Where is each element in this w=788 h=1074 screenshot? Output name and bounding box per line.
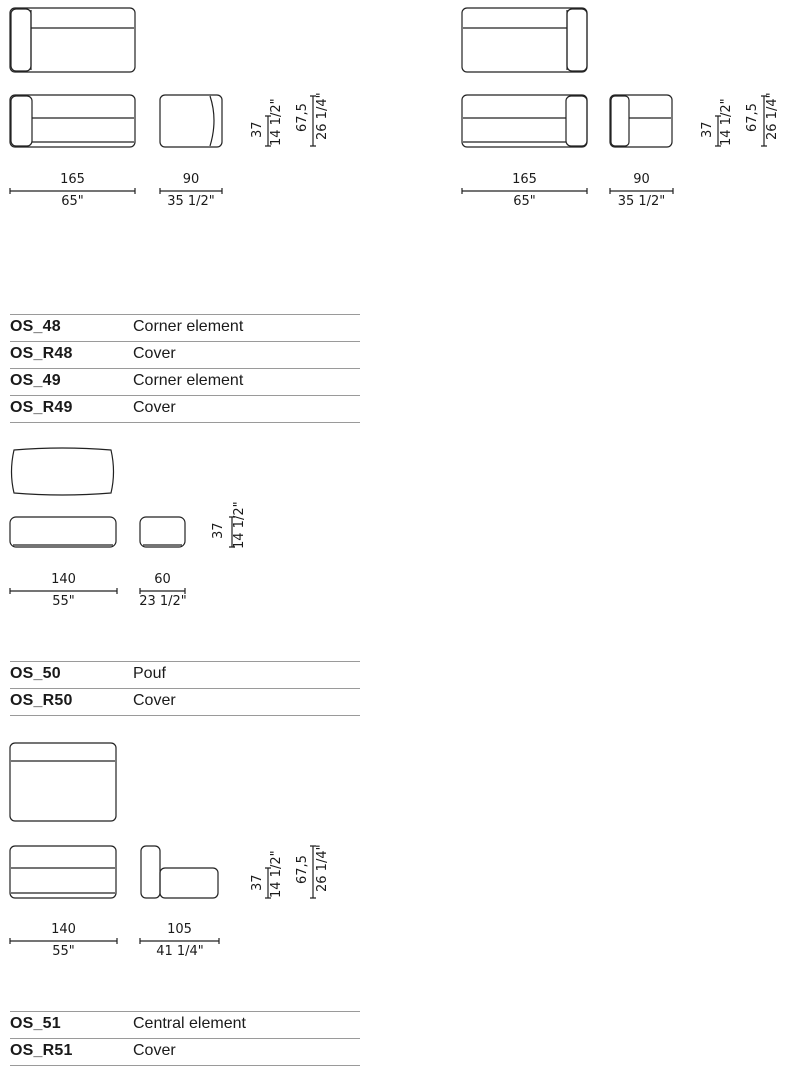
product-description: Corner element: [133, 372, 244, 389]
os50-front-view: [10, 517, 116, 547]
os49-depth-cm: 90: [633, 172, 650, 187]
os49-side-view: [610, 95, 672, 147]
os51-total-height-cm: 67,5: [295, 855, 310, 884]
os49-total-height-inch: 26 1/4": [765, 92, 780, 140]
os51-width-inch: 55": [52, 944, 75, 959]
product-code: OS_51: [10, 1015, 61, 1032]
product-code: OS_R51: [10, 1042, 73, 1059]
table-row: [10, 662, 360, 689]
os51-depth-inch: 41 1/4": [156, 944, 204, 959]
os51-total-height-inch: 26 1/4": [315, 844, 330, 892]
os48-side-view: [160, 95, 222, 147]
product-code: OS_48: [10, 318, 61, 335]
os51-top-view: [10, 743, 116, 821]
product-description: Central element: [133, 1015, 246, 1032]
os49-seat-height-inch: 14 1/2": [719, 98, 734, 146]
os51-depth-cm: 105: [167, 922, 192, 937]
os48-width-inch: 65": [61, 194, 84, 209]
product-code: OS_R48: [10, 345, 73, 362]
product-code: OS_R50: [10, 692, 73, 709]
table-row: [10, 315, 360, 342]
product-description: Corner element: [133, 318, 244, 335]
os48-depth-inch: 35 1/2": [167, 194, 215, 209]
os49-front-view: [462, 95, 587, 147]
os49-depth-inch: 35 1/2": [617, 194, 666, 209]
os50-width-cm: 140: [51, 572, 76, 587]
os51-seat-height-inch: 14 1/2": [269, 850, 284, 898]
os50-depth-inch: 23 1/2": [139, 594, 187, 609]
product-description: Cover: [133, 345, 176, 362]
os50-height-cm: 37: [211, 522, 226, 539]
os48-total-height-cm: 67,5: [295, 103, 310, 132]
os48-width-cm: 165: [60, 172, 85, 187]
os48-seat-height-cm: 37: [250, 121, 265, 138]
product-description: Cover: [133, 399, 176, 416]
product-code: OS_50: [10, 665, 61, 682]
table-row: [10, 342, 360, 369]
product-table-os51: [10, 1011, 360, 1066]
os49-top-view: [462, 8, 587, 72]
os50-height-inch: 14 1/2": [232, 501, 247, 549]
product-code: OS_49: [10, 372, 61, 389]
product-description: Pouf: [133, 665, 166, 682]
product-description: Cover: [133, 692, 176, 709]
table-row: [10, 396, 360, 423]
os48-front-view: [10, 95, 135, 147]
os51-seat-height-cm: 37: [250, 874, 265, 891]
product-description: Cover: [133, 1042, 176, 1059]
table-row: [10, 689, 360, 716]
table-row: [10, 1012, 360, 1039]
os48-seat-height-inch: 14 1/2": [269, 98, 284, 146]
os48-total-height-inch: 26 1/4": [315, 92, 330, 140]
os48-depth-cm: 90: [182, 172, 200, 187]
os50-depth-cm: 60: [154, 572, 171, 587]
os50-width-inch: 55": [52, 594, 75, 609]
os49-total-height-cm: 67,5: [745, 103, 760, 132]
os51-width-cm: 140: [51, 922, 76, 937]
os49-width-inch: 65": [513, 194, 536, 209]
product-table-os50: [10, 661, 360, 716]
os49-width-cm: 165: [512, 172, 537, 187]
product-code: OS_R49: [10, 399, 73, 416]
os50-side-view: [140, 517, 185, 547]
os50-top-view: [12, 448, 114, 495]
os51-side-view: [141, 846, 218, 898]
os49-seat-height-cm: 37: [700, 121, 715, 138]
table-row: [10, 1039, 360, 1066]
table-row: [10, 369, 360, 396]
os48-top-view: [10, 8, 135, 72]
product-table-os48-49: [10, 314, 360, 423]
os51-front-view: [10, 846, 116, 898]
